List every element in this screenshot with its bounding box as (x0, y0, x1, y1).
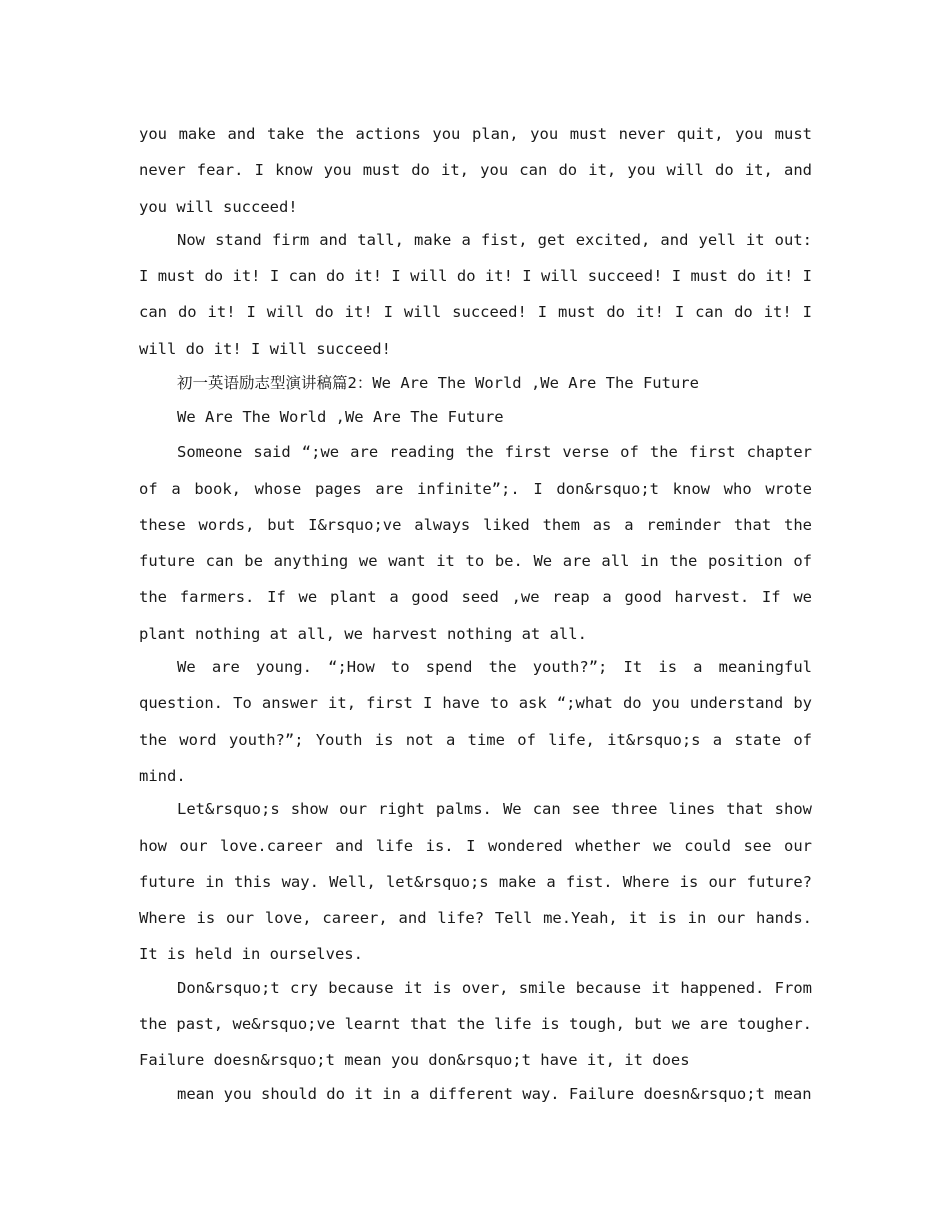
paragraph: Now stand firm and tall, make a fist, get excited, and yell it out: I must do it! I can do it! I will do it! I will succeed! I must do it! I can do it! I will do it! I will succeed! I must do it! I can do it! I will do it! I will succeed! (139, 230, 812, 358)
paragraph: We are young. “;How to spend the youth?”; It is a meaningful question. To answer it, first I have to ask “;what do you understand by the word youth?”; Youth is not a time of life, it&rsquo;s a state of mind. (139, 658, 812, 785)
paragraph: Don&rsquo;t cry because it is over, smile because it happened. From the past, we&rsquo;ve learnt that the life is tough, but we are tougher. Failure doesn&rsquo;t mean you don&rsquo;t have it, it does (139, 978, 812, 1070)
paragraph: Someone said “;we are reading the first verse of the first chapter of a book, whose pages are infinite”;. I don&rsquo;t know who wrote these words, but I&rsquo;ve always liked them as a reminder that the future can be anything we want it to be. We are all in the position of the farmers. If we plant a good seed ,we reap a good harvest. If we plant nothing at all, we harvest nothing at all. (139, 443, 812, 643)
paragraph: Let&rsquo;s show our right palms. We can see three lines that show how our love.career and life is. I wondered whether we could see our future in this way. Well, let&rsquo;s make a fist. Where is our future? Where is our love, career, and life? Tell me.Yeah, it is in our hands. It is held in ourselves. (139, 800, 812, 964)
speech-title: We Are The World ,We Are The Future (177, 407, 504, 426)
body-text (139, 116, 812, 1112)
section-heading: 初一英语励志型演讲稿篇2：We Are The World ,We Are The Future (177, 374, 699, 393)
paragraph: you make and take the actions you plan, you must never quit, you must never fear. I know you must do it, you can do it, you will do it, and you will succeed! (139, 125, 812, 216)
paragraph: mean you should do it in a different way. Failure doesn&rsquo;t mean (177, 1084, 812, 1103)
